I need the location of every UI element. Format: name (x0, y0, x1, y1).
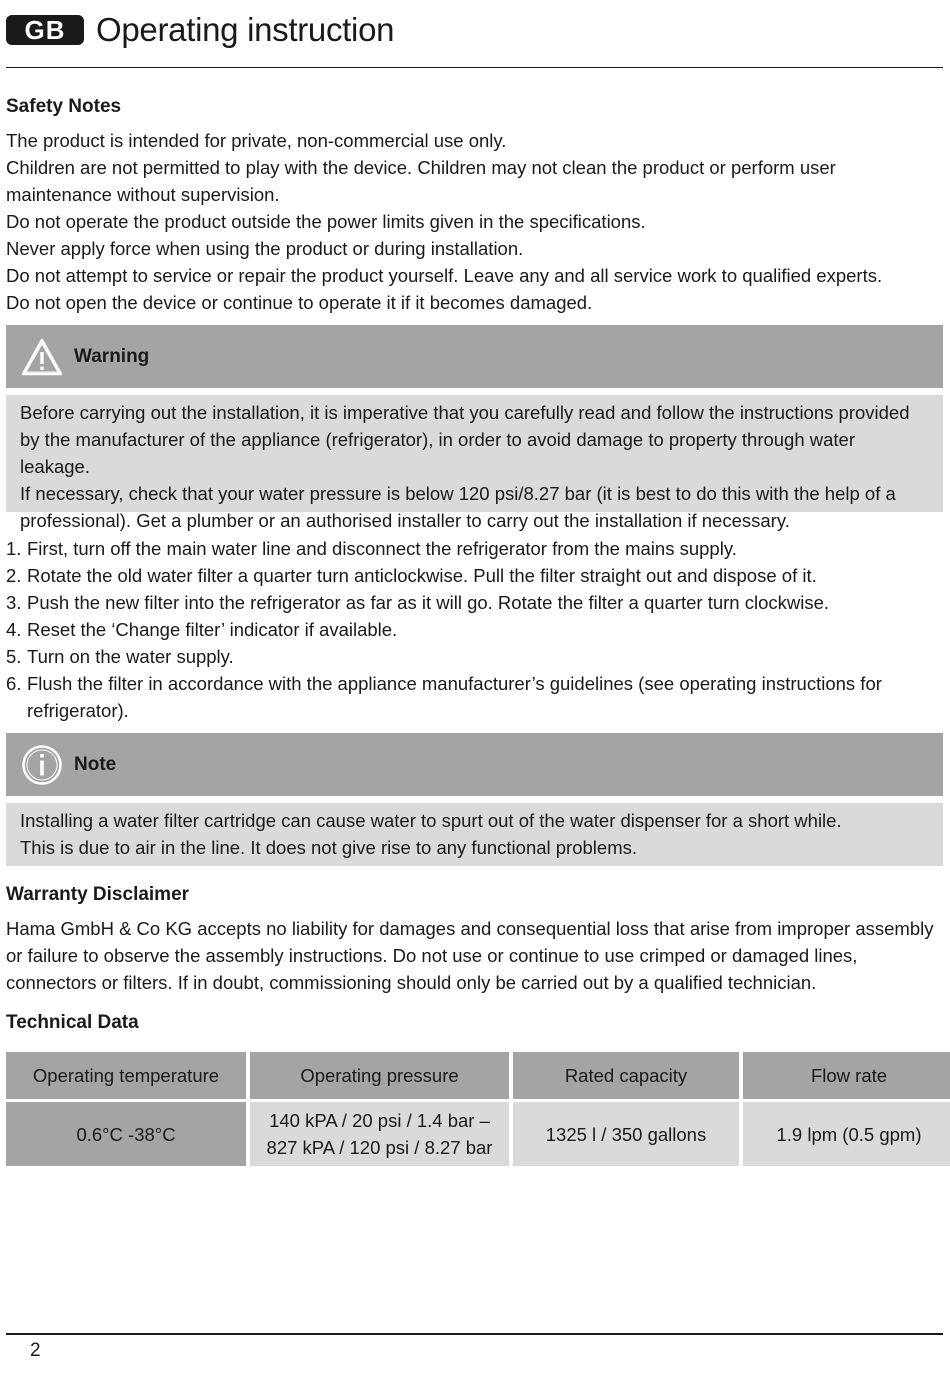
column-header: Operating temperature (6, 1052, 246, 1099)
list-item: 2. Rotate the old water filter a quarter turn anticlockwise. Pull the filter straight out and dispose of it. (6, 565, 817, 586)
page-number: 2 (30, 1340, 41, 1361)
column-header: Operating pressure (250, 1052, 509, 1099)
safety-line: Never apply force when using the product or during installation. (6, 238, 524, 259)
note-line: Installing a water filter cartridge can cause water to spurt out of the water dispenser for a short while. (20, 810, 842, 831)
installation-steps (6, 535, 936, 724)
warning-line: If necessary, check that your water pressure is below 120 psi/8.27 bar (it is best to do this with the help of a professional). Get a plumber or an authorised installer to carry out the installation if necessary. (20, 483, 896, 531)
list-item: 1. First, turn off the main water line and disconnect the refrigerator from the mains supply. (6, 538, 737, 559)
language-badge: GB (6, 15, 84, 45)
safety-notes-heading: Safety Notes (6, 96, 122, 117)
warning-body (6, 395, 943, 531)
pressure-line: 827 kPA / 120 psi / 8.27 bar (266, 1137, 493, 1158)
warning-line: Before carrying out the installation, it is imperative that you carefully read and follow the instructions provided by the manufacturer of the appliance (refrigerator), in order to avoid damage to property through water leakage. (20, 402, 910, 477)
column-header: Rated capacity (513, 1052, 739, 1099)
technical-data-table (2, 1049, 950, 1169)
safety-line: Do not operate the product outside the power limits given in the specifications. (6, 211, 646, 232)
warranty-paragraph: Hama GmbH & Co KG accepts no liability for damages and consequential loss that arise from improper assembly or failure to observe the assembly instructions. Do not use or continue to use crimped or damaged lines, connectors or filters. If in doubt, commissioning should only be carried out by a qualified technician. (6, 918, 934, 993)
footer-divider (6, 1333, 943, 1335)
header-divider (6, 67, 943, 68)
note-label: Note (74, 753, 117, 775)
capacity-cell: 1325 l / 350 gallons (513, 1102, 739, 1166)
warranty-text (6, 915, 936, 996)
safety-line: The product is intended for private, non-commercial use only. (6, 130, 507, 151)
list-item: 4. Reset the ‘Change filter’ indicator if available. (6, 619, 398, 640)
pressure-cell (250, 1102, 509, 1166)
note-body (6, 803, 943, 866)
warranty-heading: Warranty Disclaimer (6, 884, 190, 905)
header (6, 8, 394, 52)
note-header (6, 733, 943, 796)
safety-line: Children are not permitted to play with the device. Children may not clean the product or perform user maintenance without supervision. (6, 157, 836, 205)
page-title: Operating instruction (96, 11, 395, 48)
list-item: 3. Push the new filter into the refrigerator as far as it will go. Rotate the filter a quarter turn clockwise. (6, 592, 830, 613)
note-line: This is due to air in the line. It does not give rise to any functional problems. (20, 837, 637, 858)
temperature-cell: 0.6°C -38°C (6, 1102, 246, 1166)
table-row (6, 1102, 950, 1166)
list-item: 5. Turn on the water supply. (6, 646, 234, 667)
info-icon (20, 743, 64, 787)
technical-data-heading: Technical Data (6, 1012, 139, 1033)
safety-line: Do not attempt to service or repair the product yourself. Leave any and all service work to qualified experts. (6, 265, 883, 286)
flow-rate-cell: 1.9 lpm (0.5 gpm) (743, 1102, 950, 1166)
warning-header (6, 325, 943, 388)
warning-triangle-icon (20, 335, 64, 379)
safety-line: Do not open the device or continue to operate it if it becomes damaged. (6, 292, 593, 313)
column-header: Flow rate (743, 1052, 950, 1099)
table-header-row (6, 1052, 950, 1099)
warning-label: Warning (74, 345, 150, 367)
safety-notes-text (6, 127, 936, 316)
pressure-line: 140 kPA / 20 psi / 1.4 bar – (269, 1110, 490, 1131)
list-item: 6. Flush the filter in accordance with the appliance manufacturer’s guidelines (see operating instructions for refrigerator). (6, 673, 882, 721)
